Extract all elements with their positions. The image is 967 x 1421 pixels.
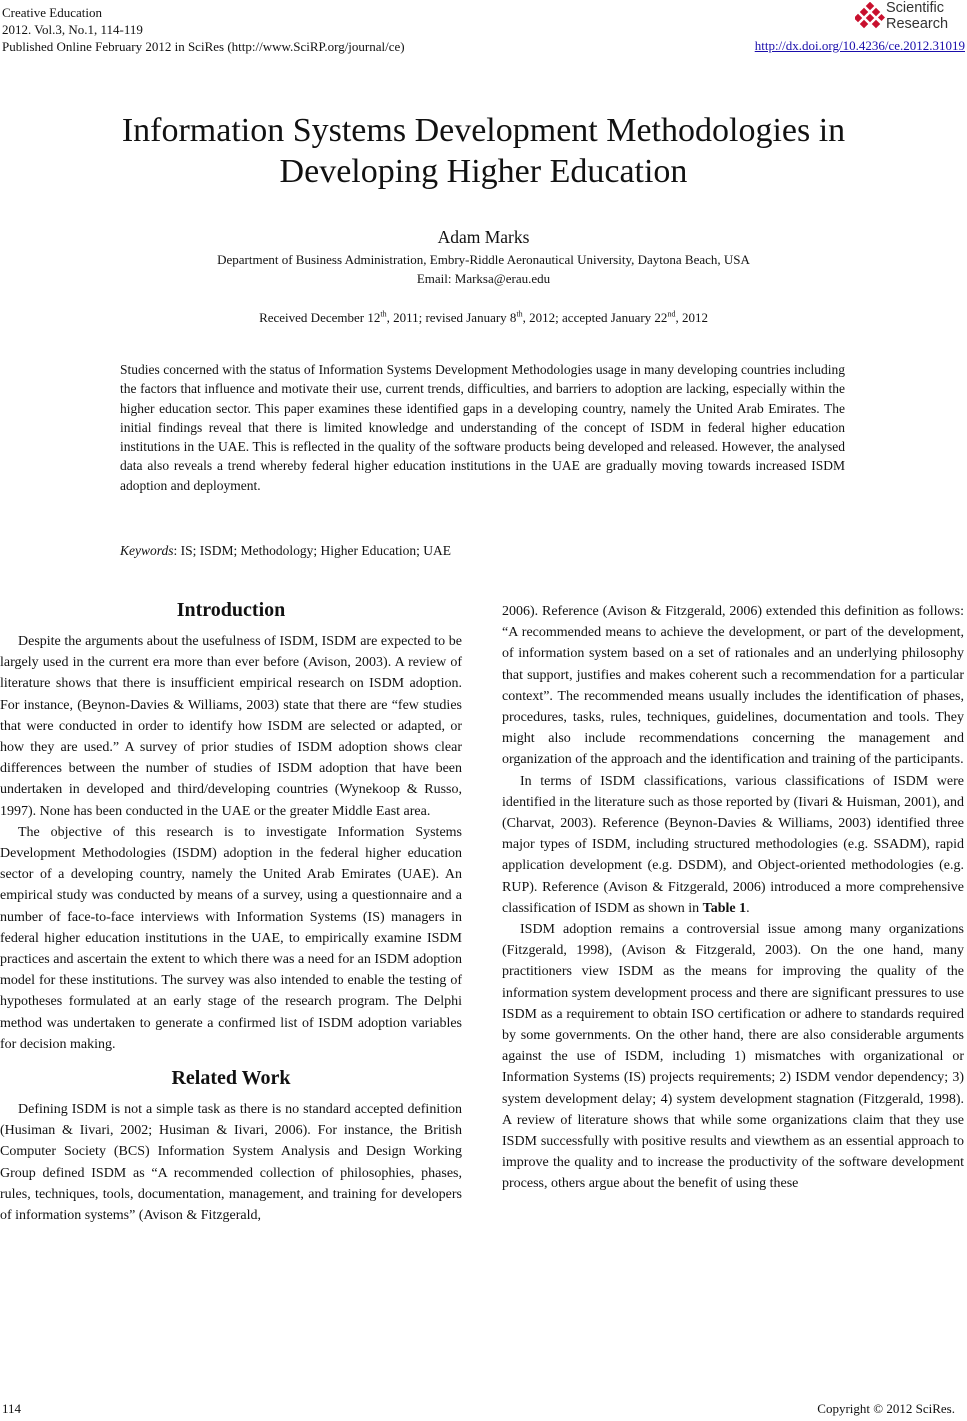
author-name: Adam Marks [437, 227, 530, 247]
logo-diamonds-icon [855, 2, 885, 32]
ordinal-suffix: th [380, 309, 387, 319]
volume-info: 2012. Vol.3, No.1, 114-119 [2, 22, 143, 37]
left-column [0, 597, 462, 1226]
body-paragraph: ISDM adoption remains a controversial issue among many organizations (Fitzgerald, 1998), (Avison & Fitzgerald, 2003). On the one hand, many practitioners view ISDM as the means for improving the quality of the information system development process and there are significant pressures to use ISDM as a requirement to obtain ISO certification or adhere to standards required by some governments. On the other hand, there are also considerable arguments against the use of ISDM, including 1) mismatches with organizational or Information Systems (IS) projects requirements; 2) ISDM vendor dependency; 3) system development delay; 4) system development stagnation (Fitzgerald, 1998). A review of literature shows that while some organizations claim that they use ISDM successfully with positive results and viewthem as an essential approach to improve the quality and to increase the productivity of the software development process, others argue about the benefit of using these [502, 922, 964, 1192]
body-paragraph [502, 771, 964, 919]
copyright-notice: Copyright © 2012 SciRes. [817, 1401, 955, 1416]
page-number: 114 [2, 1401, 22, 1416]
received-dates [0, 310, 967, 326]
logo-line2: Research [886, 16, 949, 32]
abstract: Studies concerned with the status of Information Systems Development Methodologies usage in many developing countries including the factors that influence and motivate their use, current trends, difficulties, and barriers to adoption are lacking, especially within the higher education sector. This paper examines these identified gaps in a developing country, namely the United Arab Emirates. The initial findings reveal that there is limited knowledge and understanding of the concept of ISDM in federal higher education institutions in the UAE. This is reflected in the quality of the software products being developed and released. However, the analysed data also reveals a trend whereby federal higher education institutions in the UAE are gradually moving towards increased ISDM adoption and deployment. [120, 362, 845, 493]
doi-link[interactable]: http://dx.doi.org/10.4236/ce.2012.31019 [754, 38, 965, 53]
paper-title: Information Systems Development Methodologies in Developing Higher Education [121, 112, 846, 190]
affiliation-text: Department of Business Administration, Embry-Riddle Aeronautical University, Daytona Beach, USA [217, 252, 750, 267]
keywords-label: Keywords [120, 543, 174, 558]
right-column [502, 601, 964, 1195]
accepted-year: , 2012 [675, 310, 708, 325]
author-email: Email: Marksa@erau.edu [416, 271, 551, 286]
related-work-paragraph: Defining ISDM is not a simple task as there is no standard accepted definition (Husiman & Iivari, 2002; Husiman & Iivari, 2006). For instance, the British Computer Society (BCS) Information System Analysis and Design Working Group defined ISDM as “A recommended collection of philosophies, phases, rules, techniques, tools, documentation, management, and training for developers of information systems” (Avison & Fitzgerald, [0, 1102, 462, 1224]
sentence-end: . [746, 900, 750, 916]
logo-text [886, 0, 948, 32]
introduction-heading: Introduction [176, 599, 286, 621]
scientific-research-logo [855, 0, 965, 38]
logo-line1: Scientific [886, 0, 945, 16]
intro-paragraph: The objective of this research is to investigate Information Systems Development Methodologies (ISDM) adoption in the federal higher education sector of a developing country, namely the United Arab Emirates (UAE). An empirical study was conducted by means of a survey, using a questionnaire and a number of face-to-face interviews with Information Systems (IS) managers in federal higher education institutions in the UAE, to empirically examine ISDM practices and ascertain the extent to which there was a need for an ISDM adoption model for these institutions. The survey was also intended to enable the testing of hypotheses formulated at an early stage of the research program. The Delphi method was undertaken to generate a confirmed list of ISDM adoption variables for decision making. [0, 824, 462, 1052]
accepted-date: , 2012; accepted January 22 [522, 310, 668, 325]
related-work-heading: Related Work [171, 1067, 291, 1090]
table-reference: Table 1 [702, 900, 747, 916]
ordinal-suffix: nd [667, 309, 676, 319]
revised-date: , 2011; revised January 8 [386, 310, 517, 325]
classification-text: In terms of ISDM classifications, various classifications of ISDM were identified in the literature such as those reported by (Iivari & Huisman, 2001), and (Charvat, 2003). Reference (Beynon-Davies & Williams, 2003) identified three major types of ISDM, including structured methodologies (e.g. SSADM), rapid application development (e.g. DSDM), and Object-oriented methodologies (e.g. RUP). Reference (Avison & Fitzgerald, 2006) introduced a more comprehensive classification of ISDM as shown in [502, 773, 964, 916]
ordinal-suffix: th [516, 309, 523, 319]
intro-paragraph: Despite the arguments about the usefulness of ISDM, ISDM are expected to be largely used in the current era more than ever before (Avison, 2003). A review of literature shows that there is insufficient empirical research on ISDM adoption. For instance, (Beynon-Davies & Williams, 2003) state that there are “few studies that were conducted in order to identify how ISDM are selected or adapted, or how they are used.” A survey of prior studies of ISDM adoption shows clear differences between the number of studies of ISDM adoption that have been undertaken in developed and third/developing countries (Wynekoop & Russo, 1997). None has been conducted in the UAE or the greater Middle East area. [0, 634, 462, 819]
keywords-list: : IS; ISDM; Methodology; Higher Education; UAE [173, 543, 451, 558]
author-affiliation [0, 250, 967, 288]
received-date: Received December 12 [259, 310, 381, 325]
keywords [120, 543, 845, 559]
body-paragraph: 2006). Reference (Avison & Fitzgerald, 2006) extended this definition as follows: “A recommended means to achieve the development, or part of the development, of information system based on a set of rationales and an underlying philosophy that support, justifies and makes coherent such a recommendation for a particular context”. The recommended means usually includes the identification of phases, procedures, tasks, rules, techniques, guidelines, documentation and tools. They might also include recommendations concerning the management and organization of the approach and the identification and training of the participants. [502, 604, 964, 768]
running-header [2, 4, 405, 55]
journal-name: Creative Education [2, 5, 102, 20]
publication-info: Published Online February 2012 in SciRes (http://www.SciRP.org/journal/ce) [2, 39, 405, 54]
